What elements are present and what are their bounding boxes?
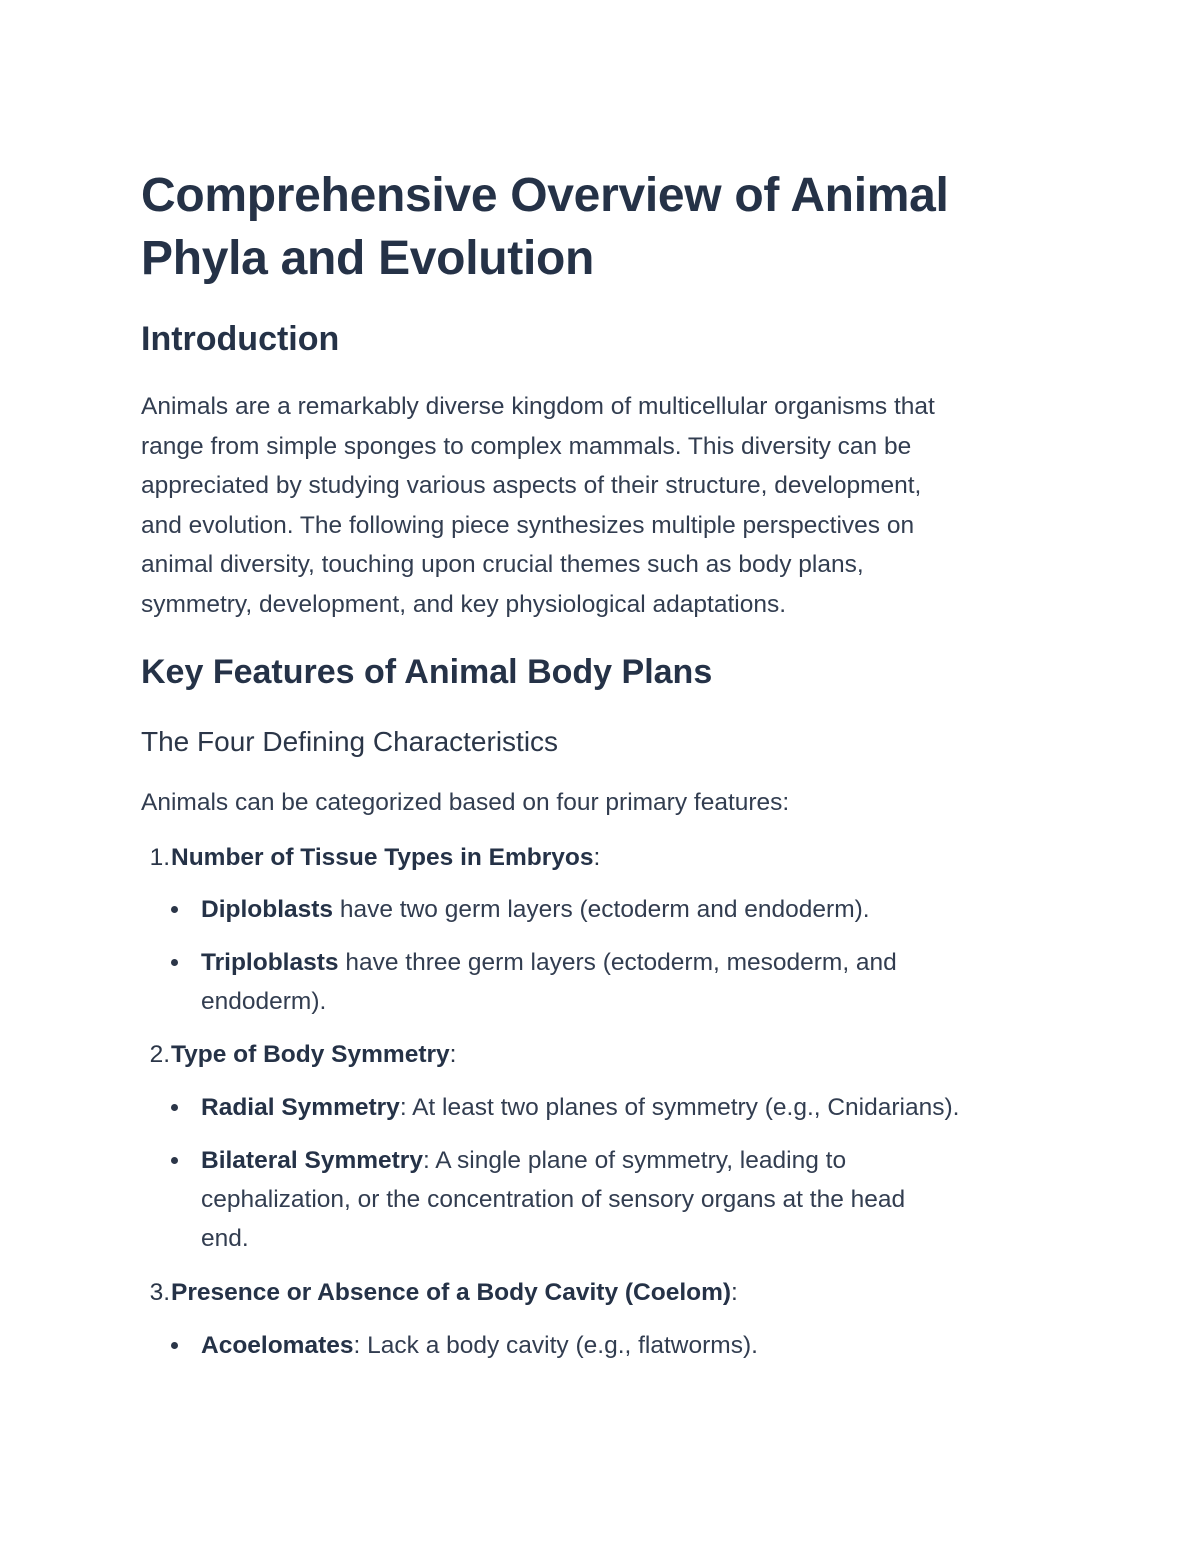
list-number: 1. <box>149 844 170 871</box>
list-item-label: Type of Body Symmetry <box>171 1041 450 1068</box>
list-item-label: Presence or Absence of a Body Cavity (Coelom) <box>171 1279 732 1306</box>
paragraph-line: Animals are a remarkably diverse kingdom of multicellular organisms that <box>141 393 935 420</box>
list-item-suffix: : <box>731 1279 738 1306</box>
paragraph-line: animal diversity, touching upon crucial themes such as body plans, <box>141 551 864 578</box>
bullet-term: Diploblasts <box>201 896 334 923</box>
bullet-description: end. <box>201 1225 249 1252</box>
bullet-dot-icon <box>171 906 178 913</box>
bullet-dot-icon <box>171 959 178 966</box>
introduction-heading: Introduction <box>141 320 340 358</box>
document-title <box>141 164 1041 290</box>
list-item-suffix: : <box>449 1041 457 1068</box>
title-line: Phyla and Evolution <box>141 232 595 285</box>
list-item-label: Number of Tissue Types in Embryos <box>171 844 594 871</box>
bullet-description: have two germ layers (ectoderm and endoderm). <box>333 896 870 923</box>
list-item-suffix: : <box>593 844 601 871</box>
ordered-list-item <box>141 1035 456 1074</box>
bullet-description: : Lack a body cavity (e.g., flatworms). <box>353 1332 758 1359</box>
bullet-description: : At least two planes of symmetry (e.g., Cnidarians). <box>399 1094 960 1121</box>
bullet-text <box>201 890 1081 929</box>
ordered-list-item <box>141 838 600 877</box>
bullet-dot-icon <box>171 1342 178 1349</box>
paragraph-line: appreciated by studying various aspects of their structure, development, <box>141 472 922 499</box>
bullet-description: endoderm). <box>201 988 327 1015</box>
lead-line: Animals can be categorized based on four primary features: <box>141 789 790 816</box>
key-features-heading: Key Features of Animal Body Plans <box>141 653 713 691</box>
list-number: 3. <box>149 1279 170 1306</box>
bullet-term: Triploblasts <box>201 949 339 976</box>
bullet-text <box>201 943 1081 1021</box>
bullet-description: have three germ layers (ectoderm, mesoderm, and <box>338 949 897 976</box>
bullet-term: Radial Symmetry <box>201 1094 400 1121</box>
four-characteristics-subheading: The Four Defining Characteristics <box>141 726 559 757</box>
paragraph-line: symmetry, development, and key physiological adaptations. <box>141 590 787 618</box>
paragraph-line: and evolution. The following piece synthesizes multiple perspectives on <box>141 511 915 539</box>
bullet-description: cephalization, or the concentration of sensory organs at the head <box>201 1186 906 1213</box>
bullet-text <box>201 1088 1081 1127</box>
bullet-description: : A single plane of symmetry, leading to <box>422 1147 847 1174</box>
bullet-term: Bilateral Symmetry <box>201 1147 423 1174</box>
bullet-dot-icon <box>171 1104 178 1111</box>
bullet-text <box>201 1326 1081 1365</box>
list-number: 2. <box>149 1041 170 1068</box>
title-line: Comprehensive Overview of Animal <box>141 169 949 222</box>
bullet-dot-icon <box>171 1157 178 1164</box>
characteristics-lead <box>141 783 1046 823</box>
ordered-list-item <box>141 1273 738 1312</box>
bullet-text <box>201 1141 1081 1258</box>
paragraph-line: range from simple sponges to complex mammals. This diversity can be <box>141 432 912 460</box>
bullet-term: Acoelomates <box>201 1332 354 1359</box>
introduction-paragraph <box>141 387 1046 624</box>
